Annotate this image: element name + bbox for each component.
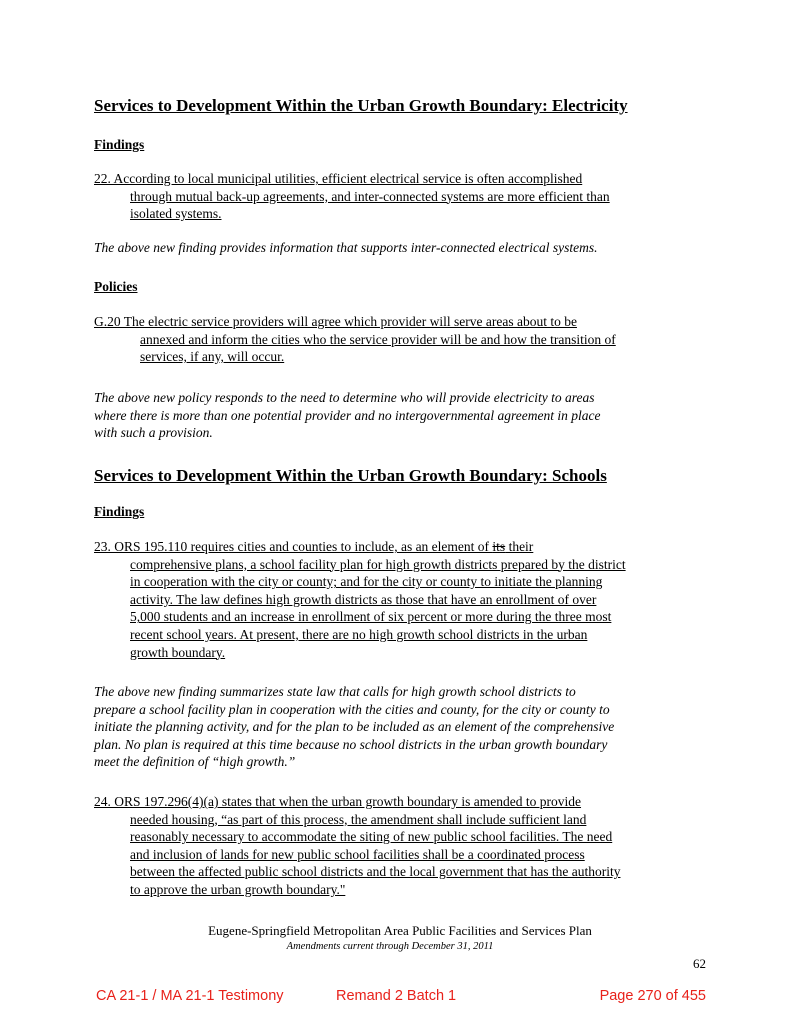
finding-23-line: in cooperation with the city or county; and for the city or county to initiate the planning (130, 574, 603, 590)
policy-g20-line: annexed and inform the cities who the service provider will be and how the transition of (140, 331, 616, 347)
banner-testimony-label: CA 21-1 / MA 21-1 Testimony (96, 988, 284, 1004)
policies-label: Policies (94, 279, 138, 294)
note-line: where there is more than one potential provider and no intergovernmental agreement in place (94, 407, 601, 423)
finding-22-line: isolated systems. (130, 206, 222, 222)
finding-23-line: recent school years. At present, there are no high growth school districts in the urban (130, 626, 588, 642)
finding-24-line: reasonably necessary to accommodate the siting of new public school facilities. The need (130, 829, 613, 845)
finding-23-line: 5,000 students and an increase in enrollment of six percent or more during the three most (130, 609, 612, 625)
note-line: plan. No plan is required at this time because no school districts in the urban growth boundary (94, 736, 608, 752)
finding-23-line: growth boundary. (130, 644, 226, 660)
finding-23-line (94, 538, 710, 556)
note-policy-g20 (94, 389, 710, 442)
note-line: The above new finding summarizes state law that calls for high growth school districts to (94, 684, 576, 699)
note-finding-23 (94, 683, 710, 771)
footer-title: Eugene-Springfield Metropolitan Area Public Facilities and Services Plan (208, 923, 592, 938)
section-heading-schools: Services to Development Within the Urban Growth Boundary: Schools (94, 466, 607, 485)
finding-24-line: and inclusion of lands for new public school facilities shall be a coordinated process (130, 846, 585, 862)
finding-24-line: needed housing, “as part of this process, the amendment shall include sufficient land (130, 811, 587, 827)
finding-24 (94, 793, 710, 899)
policy-g20-line: G.20 The electric service providers will agree which provider will serve areas about to be (94, 314, 577, 329)
banner-batch-label: Remand 2 Batch 1 (336, 988, 457, 1004)
note-line: meet the definition of “high growth.” (94, 754, 296, 770)
finding-24-line: between the affected public school districts and the local government that has the authority (130, 864, 621, 880)
finding-22-line: 22. According to local municipal utilities, efficient electrical service is often accomplished (94, 171, 583, 186)
banner-page-count: Page 270 of 455 (599, 988, 706, 1004)
finding-24-line: to approve the urban growth boundary." (130, 881, 346, 897)
findings-label-electricity: Findings (94, 137, 145, 152)
note-finding-22 (94, 239, 710, 257)
policy-g20 (94, 313, 710, 366)
finding-22-line: through mutual back-up agreements, and inter-connected systems are more efficient than (130, 188, 610, 204)
finding-24-line: 24. ORS 197.296(4)(a) states that when the urban growth boundary is amended to provide (94, 794, 582, 809)
page-number: 62 (693, 956, 706, 971)
footer-subtitle: Amendments current through December 31, 2011 (286, 941, 494, 952)
finding-22 (94, 170, 710, 223)
note-line: initiate the planning activity, and for the plan to be included as an element of the comprehensive (94, 719, 615, 735)
finding-23-text-a: 23. ORS 195.110 requires cities and counties to include, as an element of (94, 539, 493, 554)
note-line: The above new policy responds to the need to determine who will provide electricity to areas (94, 390, 595, 405)
note-line: with such a provision. (94, 425, 213, 441)
note-line: The above new finding provides information that supports inter-connected electrical systems. (94, 240, 598, 255)
struck-word: its (492, 539, 506, 554)
finding-23-line: comprehensive plans, a school facility plan for high growth districts prepared by the district (130, 556, 626, 572)
section-heading-electricity: Services to Development Within the Urban Growth Boundary: Electricity (94, 96, 628, 115)
findings-label-schools: Findings (94, 504, 145, 519)
finding-23 (94, 538, 710, 661)
finding-23-line: activity. The law defines high growth districts as those that have an enrollment of over (130, 591, 597, 607)
note-line: prepare a school facility plan in cooperation with the cities and county, for the city or county to (94, 701, 610, 717)
finding-23-text-b: their (505, 539, 534, 554)
policy-g20-line: services, if any, will occur. (140, 349, 285, 365)
